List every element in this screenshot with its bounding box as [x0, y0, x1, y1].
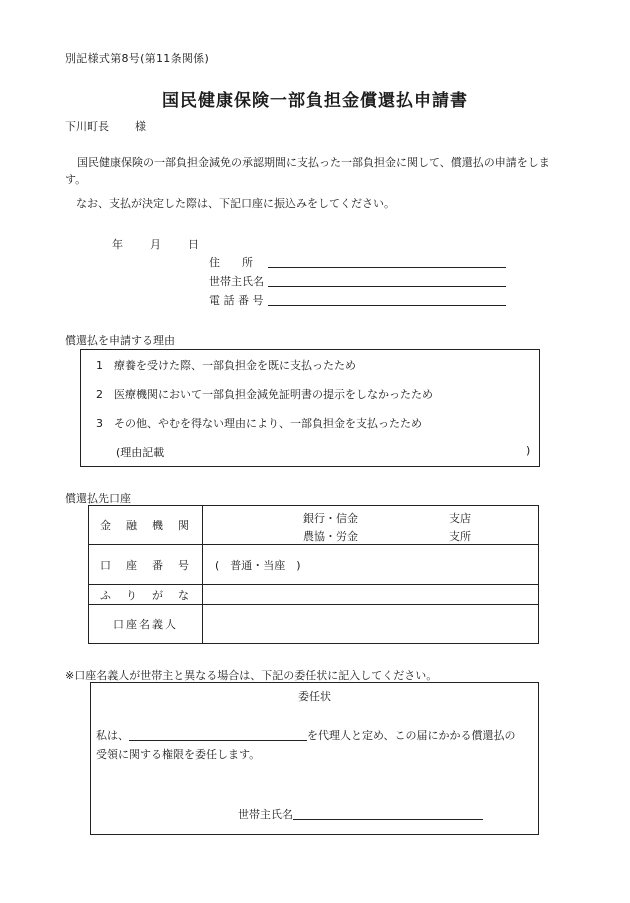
proxy-body-line-2: 受領に関する権限を委任します。 — [96, 748, 261, 761]
proxy-sign-label: 世帯主氏名 — [238, 808, 293, 821]
reason-item-2[interactable] — [96, 386, 433, 402]
reason-number: 2 — [96, 388, 103, 401]
proxy-body-suffix: を代理人と定め、この届にかかる償還払の — [307, 729, 516, 742]
proxy-agent-field[interactable] — [129, 728, 307, 741]
account-number-field[interactable] — [203, 545, 539, 585]
reason-detail-close: ) — [526, 444, 531, 457]
account-holder-field[interactable] — [203, 605, 539, 644]
intro-text: 国民健康保険の一部負担金減免の承認期間に支払った一部負担金に関して、償還払の申請をします。 — [65, 156, 550, 186]
date-day-label: 日 — [188, 238, 199, 251]
phone-label: 電 話 番 号 — [209, 294, 264, 307]
address-field[interactable] — [268, 267, 506, 268]
proxy-body-prefix: 私は、 — [96, 729, 129, 742]
institution-field[interactable] — [203, 506, 539, 545]
proxy-sign-field[interactable] — [293, 807, 483, 820]
reason-detail-open: (理由記載 — [116, 446, 165, 459]
head-name-field[interactable] — [268, 286, 506, 287]
addressee-name: 下川町長 — [65, 120, 109, 133]
phone-field[interactable] — [268, 305, 506, 306]
proxy-body-line-1 — [96, 727, 516, 743]
branch-type-2: 支所 — [449, 530, 471, 543]
reason-text: その他、やむを得ない理由により、一部負担金を支払ったため — [114, 417, 422, 430]
reason-text: 医療機関において一部負担金減免証明書の提示をしなかったため — [114, 388, 433, 401]
account-holder-label: 口座名義人 — [89, 605, 203, 644]
reason-item-1[interactable] — [96, 357, 356, 373]
date-month-label: 月 — [150, 238, 161, 251]
head-name-label: 世帯主氏名 — [209, 275, 264, 288]
note-text: なお、支払が決定した際は、下記口座に振込みをしてください。 — [76, 197, 395, 210]
proxy-note: ※口座名義人が世帯主と異なる場合は、下記の委任状に記入してください。 — [65, 669, 438, 682]
addressee-honorific: 様 — [135, 120, 146, 133]
institution-label: 金 融 機 関 — [89, 506, 203, 545]
reason-text: 療養を受けた際、一部負担金を既に支払ったため — [114, 359, 356, 372]
reason-item-3[interactable] — [96, 415, 422, 431]
bank-type-2: 農協・労金 — [303, 530, 358, 543]
reason-section-title: 償還払を申請する理由 — [65, 334, 175, 347]
addressee — [65, 118, 146, 134]
page-title: 国民健康保険一部負担金償還払申請書 — [162, 91, 468, 111]
form-number: 別記様式第8号(第11条関係) — [65, 52, 210, 65]
branch-type-1: 支店 — [449, 512, 471, 525]
account-type-text: ( 普通・当座 ) — [215, 558, 301, 572]
proxy-heading: 委任状 — [298, 690, 331, 703]
reason-number: 1 — [96, 359, 103, 372]
date-field[interactable] — [112, 236, 199, 252]
account-section-title: 償還払先口座 — [65, 492, 131, 505]
bank-type-1: 銀行・信金 — [303, 512, 358, 525]
proxy-sign-line — [238, 806, 483, 822]
furigana-field[interactable] — [203, 585, 539, 605]
account-number-label: 口 座 番 号 — [89, 545, 203, 585]
date-year-label: 年 — [112, 238, 123, 251]
furigana-label: ふ り が な — [89, 585, 203, 605]
address-label: 住 所 — [209, 256, 253, 269]
account-table — [88, 505, 539, 644]
reason-number: 3 — [96, 417, 103, 430]
